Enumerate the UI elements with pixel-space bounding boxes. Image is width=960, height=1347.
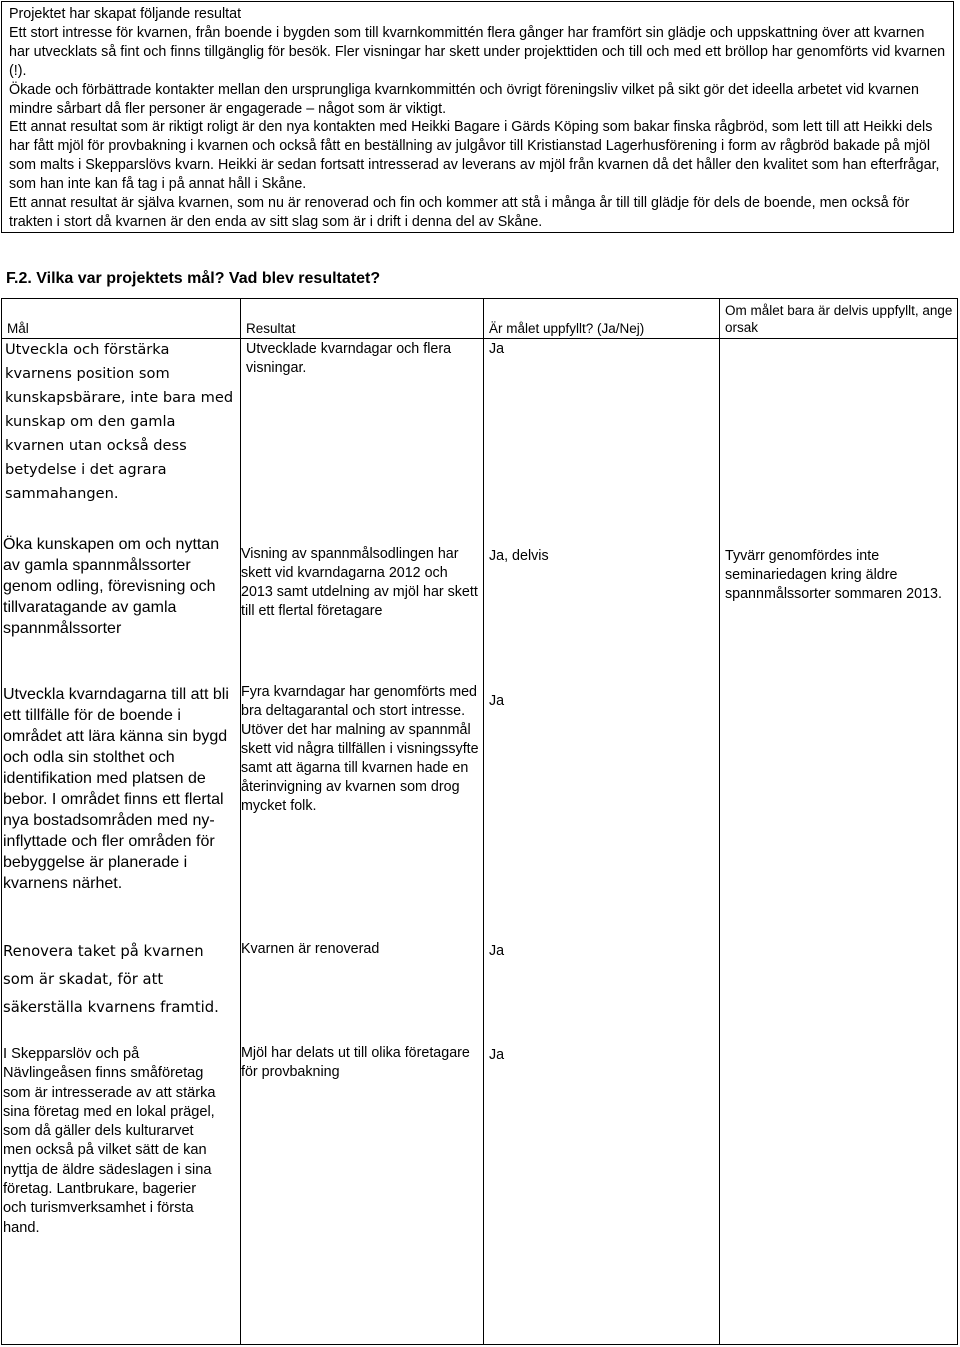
summary-paragraph: Ett annat resultat som är riktigt roligt är den nya kontakten med Heikki Bagare i Gärds Köping som bakar finska rågbröd, som lett till att Heikki dels har fått mjöl för provbakning i kvarnen och också fått en beställning av julgåvor till Kristianstad Lagerhusförening i form av rågbröd bakade på mjöl som malts i Skepparslövs kvarn. Heikki är sedan fortsatt intresserad av leverans av mjöl från kvarnen då det håller den kvalitet som han efterfrågar, som han inte kan få tag i på annat håll i Skåne. xyxy=(9,119,940,193)
column-divider xyxy=(483,298,484,1345)
results-summary-box xyxy=(1,1,954,233)
column-divider xyxy=(240,298,241,1345)
row-2-result: Visning av spannmålsodlingen har skett vid kvarndagarna 2012 och 2013 samt utdelning av mjöl har skett till ett flertal företagare xyxy=(241,546,478,619)
header-goal: Mål xyxy=(7,321,29,336)
row-4-fulfilled: Ja xyxy=(489,943,505,959)
row-2-reason: Tyvärr genomfördes inte seminariedagen kring äldre spannmålssorter sommaren 2013. xyxy=(725,548,942,602)
row-1-fulfilled: Ja xyxy=(489,341,505,357)
header-result: Resultat xyxy=(246,321,296,336)
row-2-goal: Öka kunskapen om och nyttan av gamla spannmålssorter genom odling, förevisning och tillvaratagande av gamla spannmålssorter xyxy=(3,536,220,637)
row-4-result: Kvarnen är renoverad xyxy=(241,941,380,957)
row-1-result: Utvecklade kvarndagar och flera visningar. xyxy=(246,341,452,376)
row-5-goal: I Skepparslöv och på Nävlingeåsen finns småföretag som är intresserade av att stärka sina företag med en lokal prägel, som då gäller dels kulturarvet men också på vilket sätt de kan nyttja de äldre sädeslagen i sina företag. Lantbrukare, bagerier och turismverksamhet i första hand. xyxy=(3,1046,216,1236)
row-3-goal: Utveckla kvarndagarna till att bli ett tillfälle för de boende i området att lära känna sin bygd och odla sin stolthet och identifikation med platsen de bebor. I området finns ett flertal nya bostadsområden med ny-inflyttade och fler områden för bebyggelse är planerade i kvarnens närhet. xyxy=(3,686,229,892)
row-1-goal: Utveckla och förstärka kvarnens position som kunskapsbärare, inte bara med kunskap om den gamla kvarnen utan också dess betydelse i det agrara sammahangen. xyxy=(5,341,234,502)
header-fulfilled: Är målet uppfyllt? (Ja/Nej) xyxy=(489,321,645,336)
summary-paragraph: Ett stort intresse för kvarnen, från boende i bygden som till kvarnkommittén flera gånger har framfört sin glädje och uppskattning över att kvarnen har utvecklats så fint och finns tillgänglig för besök. Fler visningar har skett under projekttiden och till och med ett bröllop har genomförts vid kvarnen (!). xyxy=(9,24,946,79)
header-reason: Om målet bara är delvis uppfyllt, ange orsak xyxy=(725,303,953,335)
row-5-result: Mjöl har delats ut till olika företagare för provbakning xyxy=(241,1045,470,1080)
summary-paragraph: Ökade och förbättrade kontakter mellan den ursprungliga kvarnkommittén och övrigt föreningsliv vilket på sikt gör det ideella arbetet vid kvarnen mindre sårbart då fler personer är engagerade – något som är viktigt. xyxy=(9,81,919,117)
section-heading: F.2. Vilka var projektets mål? Vad blev resultatet? xyxy=(6,270,381,287)
row-4-goal: Renovera taket på kvarnen som är skadat, för att säkerställa kvarnens framtid. xyxy=(3,943,219,1016)
row-5-fulfilled: Ja xyxy=(489,1047,505,1063)
row-3-result: Fyra kvarndagar har genomförts med bra deltagarantal och stort intresse. Utöver det har malning av spannmål skett vid några tillfällen i visningssyfte samt att ägarna till kvarnen hade en återinvigning av kvarnen som drog mycket folk. xyxy=(241,684,479,814)
summary-title: Projektet har skapat följande resultat xyxy=(9,6,242,22)
column-divider xyxy=(719,298,720,1345)
row-3-fulfilled: Ja xyxy=(489,693,505,709)
row-2-fulfilled: Ja, delvis xyxy=(489,548,549,564)
summary-paragraph: Ett annat resultat är själva kvarnen, som nu är renoverad och fin och kommer att stå i många år till till glädje för dels de boende, men också för trakten i stort då kvarnen är den enda av sitt slag som är i drift i denna del av Skåne. xyxy=(9,195,910,230)
